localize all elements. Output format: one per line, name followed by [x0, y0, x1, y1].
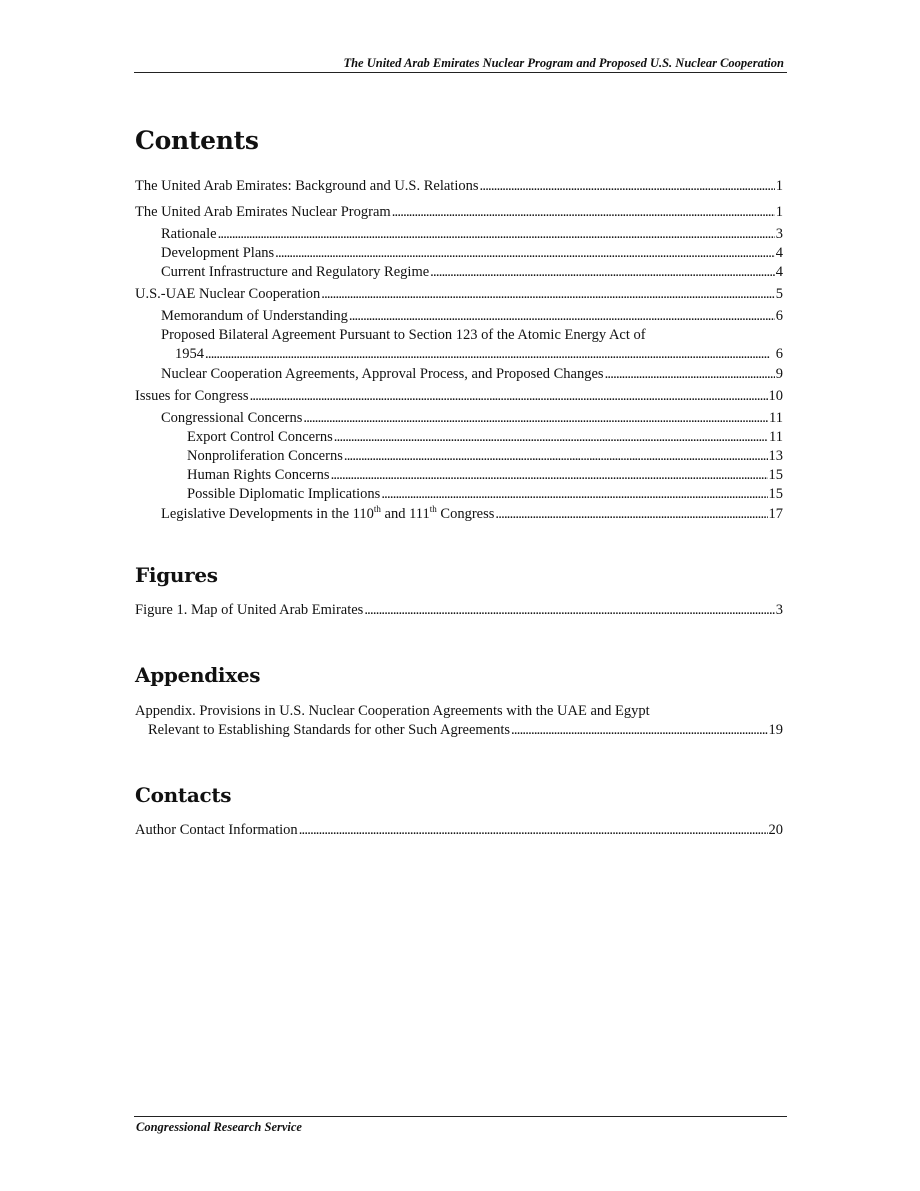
- header-rule: [134, 72, 787, 73]
- toc-entry-label: Legislative Developments in the 110th and 111th Congress: [161, 504, 495, 522]
- footer-rule: [134, 1116, 787, 1117]
- toc-entry-page: 6: [775, 346, 783, 362]
- toc-entry-page: 1: [775, 178, 783, 194]
- dot-leader: [331, 466, 768, 485]
- toc-entry-label: The United Arab Emirates Nuclear Program: [135, 204, 391, 220]
- dot-leader: [218, 225, 775, 244]
- toc-entry-section-123-line1[interactable]: Proposed Bilateral Agreement Pursuant to Section 123 of the Atomic Energy Act of: [161, 327, 646, 343]
- toc-entry-label: Possible Diplomatic Implications: [187, 486, 381, 502]
- toc-entry-label: Relevant to Establishing Standards for other Such Agreements: [148, 722, 511, 738]
- toc-entry-page: 9: [775, 366, 783, 382]
- toc-entry-rationale[interactable]: [135, 225, 783, 244]
- toc-entry-label: Figure 1. Map of United Arab Emirates: [135, 602, 364, 618]
- toc-entry-label: Current Infrastructure and Regulatory Regime: [161, 264, 430, 280]
- dot-leader: [364, 601, 774, 620]
- dot-leader: [430, 263, 775, 282]
- toc-entry-page: 17: [768, 506, 783, 522]
- dot-leader: [480, 177, 775, 196]
- dot-leader: [511, 721, 767, 740]
- toc-entry-diplomatic[interactable]: [135, 485, 783, 504]
- toc-entry-label: Rationale: [161, 226, 217, 242]
- toc-entry-label: 1954: [175, 346, 204, 362]
- dot-leader: [381, 485, 767, 504]
- dot-leader: [349, 307, 775, 326]
- toc-entry-label: Congressional Concerns: [161, 410, 303, 426]
- dot-leader: [605, 365, 775, 384]
- toc-entry-page: 4: [775, 264, 783, 280]
- toc-entry-appendix-line1[interactable]: Appendix. Provisions in U.S. Nuclear Cooperation Agreements with the UAE and Egypt: [135, 703, 650, 719]
- toc-entry-label: Nonproliferation Concerns: [187, 448, 343, 464]
- toc-entry-memorandum[interactable]: [135, 307, 783, 326]
- toc-entry-page: 5: [775, 286, 783, 302]
- toc-entry-us-uae-cooperation[interactable]: [135, 285, 783, 304]
- toc-entry-page: 11: [769, 429, 783, 445]
- toc-entry-label: Nuclear Cooperation Agreements, Approval Process, and Proposed Changes: [161, 366, 604, 382]
- toc-entry-section-123[interactable]: [135, 345, 783, 364]
- toc-entry-label: Author Contact Information: [135, 822, 298, 838]
- toc-entry-agreements-approval[interactable]: [135, 365, 783, 384]
- toc-entry-page: 19: [768, 722, 783, 738]
- toc-entry-page: 4: [775, 245, 783, 261]
- toc-entry-label: U.S.-UAE Nuclear Cooperation: [135, 286, 321, 302]
- dot-leader: [299, 821, 768, 840]
- toc-entry-label: Development Plans: [161, 245, 275, 261]
- toc-entry-label: Export Control Concerns: [187, 429, 333, 445]
- toc-entry-page: 11: [769, 410, 783, 426]
- toc-entry-infrastructure[interactable]: [135, 263, 783, 282]
- toc-entry-development-plans[interactable]: [135, 244, 783, 263]
- toc-entry-page: 20: [768, 822, 783, 838]
- toc-entry-label: Memorandum of Understanding: [161, 308, 348, 324]
- dot-leader: [303, 409, 768, 428]
- toc-entry-page: 10: [768, 388, 783, 404]
- dot-leader: [250, 387, 768, 406]
- toc-entry-human-rights[interactable]: [135, 466, 783, 485]
- toc-entry-page: 15: [768, 467, 783, 483]
- toc-entry-legislative-developments[interactable]: [135, 505, 783, 524]
- toc-entry-nuclear-program[interactable]: [135, 203, 783, 222]
- toc-entry-author-contact[interactable]: [135, 821, 783, 840]
- toc-entry-figure-1[interactable]: [135, 601, 783, 620]
- toc-entry-congressional-concerns[interactable]: [135, 409, 783, 428]
- dot-leader: [205, 345, 775, 364]
- toc-entry-label: Issues for Congress: [135, 388, 249, 404]
- toc-entry-background[interactable]: [135, 177, 783, 196]
- toc-entry-label: Human Rights Concerns: [187, 467, 330, 483]
- toc-entry-page: 13: [768, 448, 783, 464]
- dot-leader: [392, 203, 775, 222]
- dot-leader: [495, 505, 767, 524]
- toc-entry-page: 1: [775, 204, 783, 220]
- running-title: The United Arab Emirates Nuclear Program and Proposed U.S. Nuclear Cooperation: [343, 56, 784, 70]
- toc-entry-issues-for-congress[interactable]: [135, 387, 783, 406]
- toc-entry-export-control[interactable]: [135, 428, 783, 447]
- toc-entry-label: The United Arab Emirates: Background and U.S. Relations: [135, 178, 479, 194]
- dot-leader: [334, 428, 768, 447]
- toc-entry-page: 3: [775, 602, 783, 618]
- toc-entry-appendix[interactable]: [135, 721, 783, 740]
- contacts-heading: Contacts: [135, 783, 232, 807]
- appendixes-heading: Appendixes: [135, 663, 261, 687]
- contents-heading: Contents: [135, 126, 259, 155]
- toc-entry-nonproliferation[interactable]: [135, 447, 783, 466]
- dot-leader: [321, 285, 775, 304]
- toc-entry-page: 6: [775, 308, 783, 324]
- figures-heading: Figures: [135, 563, 218, 587]
- footer-organization: Congressional Research Service: [136, 1120, 302, 1134]
- toc-entry-page: 15: [768, 486, 783, 502]
- dot-leader: [275, 244, 775, 263]
- dot-leader: [344, 447, 768, 466]
- toc-entry-page: 3: [775, 226, 783, 242]
